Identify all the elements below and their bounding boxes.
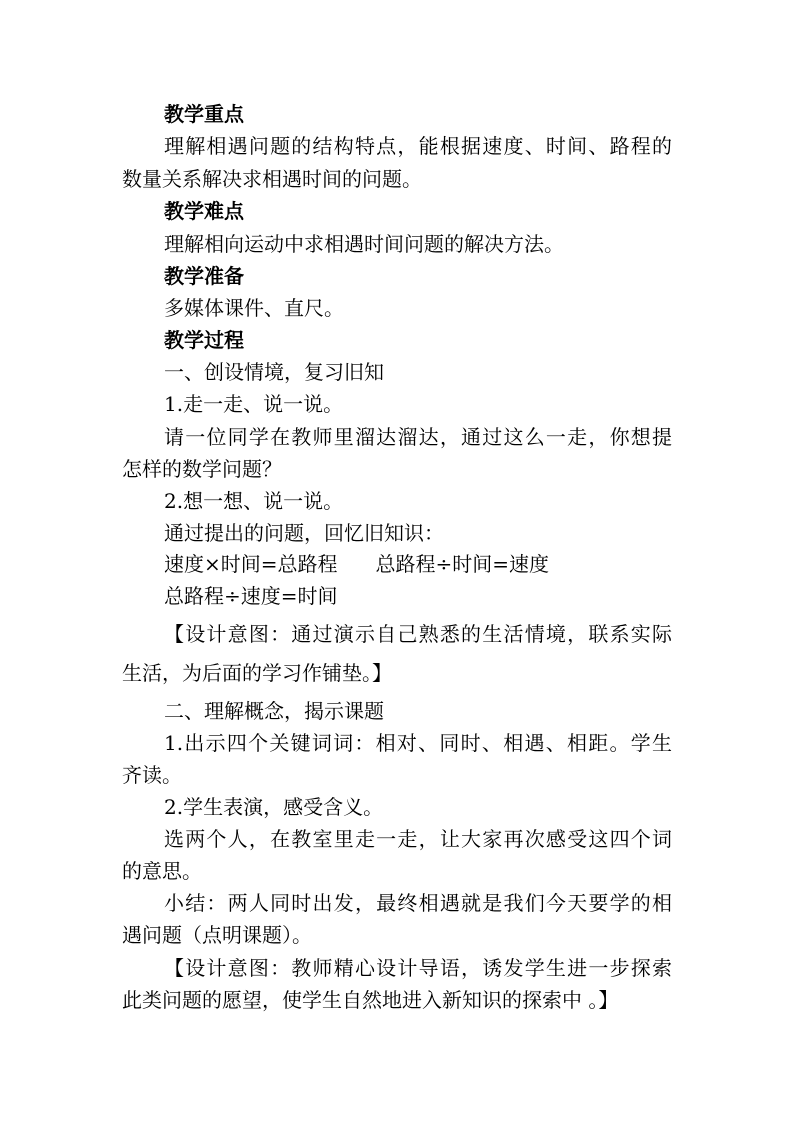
step-2-2-desc-line-2: 的意思。: [122, 859, 202, 883]
step-2-2-desc-line-1: 选两个人，在教室里走一走，让大家再次感受这四个词: [164, 827, 672, 851]
step-2-1-line-1: 1.出示四个关键词词：相对、同时、相遇、相距。学生: [164, 731, 672, 755]
heading-key-points: 教学重点: [164, 102, 244, 126]
difficulties-text: 理解相向运动中求相遇时间问题的解决方法。: [164, 232, 564, 256]
design-note-1-line-2: 生活，为后面的学习作铺垫。】: [122, 661, 392, 685]
heading-preparation: 教学准备: [164, 264, 244, 288]
summary-line-2: 遇问题（点明课题）。: [122, 923, 312, 947]
step-1-1-desc-line-2: 怎样的数学问题？: [122, 457, 282, 481]
step-2-1-line-2: 齐读。: [122, 763, 182, 787]
step-1-2-desc: 通过提出的问题，回忆旧知识：: [164, 521, 444, 545]
key-points-line-1: 理解相遇问题的结构特点，能根据速度、时间、路程的: [164, 134, 672, 158]
summary-line-1: 小结：两人同时出发，最终相遇就是我们今天要学的相: [164, 891, 672, 915]
heading-process: 教学过程: [164, 328, 244, 352]
step-1-2: 2.想一想、说一说。: [164, 489, 344, 513]
step-1-1-desc-line-1: 请一位同学在教师里溜达溜达，通过这么一走，你想提: [164, 425, 672, 449]
section-2-title: 二、理解概念，揭示课题: [164, 699, 384, 723]
step-2-2: 2.学生表演，感受含义。: [164, 795, 384, 819]
formula-1: 速度×时间=总路程: [164, 552, 338, 576]
design-note-2-line-2: 此类问题的愿望，使学生自然地进入新知识的探索中 。】: [122, 988, 619, 1012]
design-note-1-line-1: 【设计意图：通过演示自己熟悉的生活情境，联系实际: [164, 622, 672, 646]
section-1-title: 一、创设情境，复习旧知: [164, 360, 384, 384]
design-note-2-line-1: 【设计意图：教师精心设计导语，诱发学生进一步探索: [164, 956, 672, 980]
heading-difficulties: 教学难点: [164, 199, 244, 223]
key-points-line-2: 数量关系解决求相遇时间的问题。: [122, 167, 422, 191]
formula-3: 总路程÷速度=时间: [164, 584, 338, 608]
formula-2: 总路程÷时间=速度: [375, 552, 550, 576]
formula-row: [164, 551, 549, 577]
preparation-text: 多媒体课件、直尺。: [164, 296, 344, 320]
step-1-1: 1.走一走、说一说。: [164, 392, 344, 416]
